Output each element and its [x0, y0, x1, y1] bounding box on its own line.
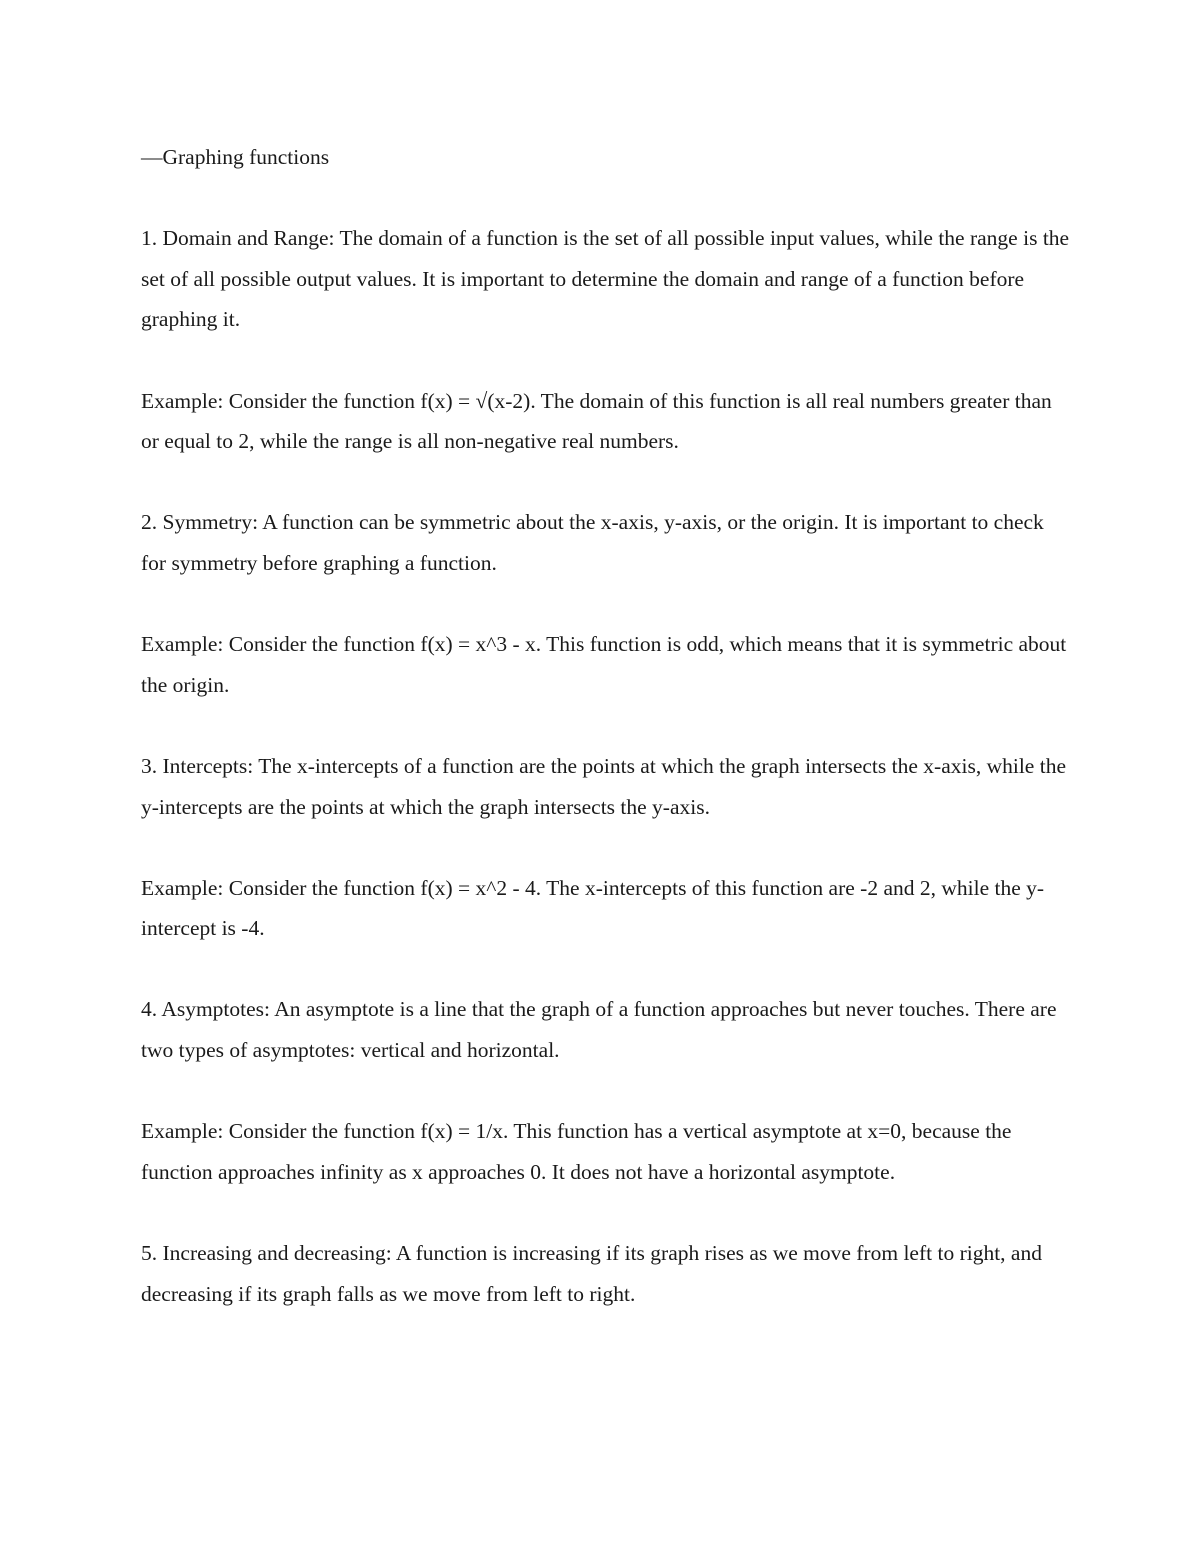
example-intercepts: Example: Consider the function f(x) = x^2 - 4. The x-intercepts of this function are -2 and 2, while the y-intercept is -4.: [141, 875, 1045, 941]
document-title: —Graphing functions: [141, 145, 330, 169]
section-increasing-decreasing: 5. Increasing and decreasing: A function is increasing if its graph rises as we move from left to right, and decreasing if its graph falls as we move from left to right.: [141, 1241, 1042, 1306]
section-symmetry: 2. Symmetry: A function can be symmetric about the x-axis, y-axis, or the origin. It is important to check for symmetry before graphing a function.: [141, 510, 1044, 575]
example-symmetry: Example: Consider the function f(x) = x^3 - x. This function is odd, which means that it is symmetric about the origin.: [141, 632, 1067, 697]
example-domain-range: Example: Consider the function f(x) = √(x-2). The domain of this function is all real numbers greater than or equal to 2, while the range is all non-negative real numbers.: [141, 388, 1052, 454]
section-intercepts: 3. Intercepts: The x-intercepts of a function are the points at which the graph intersects the x-axis, while the y-intercepts are the points at which the graph intersects the y-axis.: [141, 753, 1066, 819]
example-asymptotes: Example: Consider the function f(x) = 1/x. This function has a vertical asymptote at x=0, because the function approaches infinity as x approaches 0. It does not have a horizontal asymptote.: [141, 1119, 1012, 1184]
section-domain-range: 1. Domain and Range: The domain of a function is the set of all possible input values, while the range is the set of all possible output values. It is important to determine the domain and range of a function before graphing it.: [141, 226, 1070, 332]
document-body: [141, 137, 1071, 1314]
section-asymptotes: 4. Asymptotes: An asymptote is a line that the graph of a function approaches but never touches. There are two types of asymptotes: vertical and horizontal.: [141, 997, 1057, 1063]
